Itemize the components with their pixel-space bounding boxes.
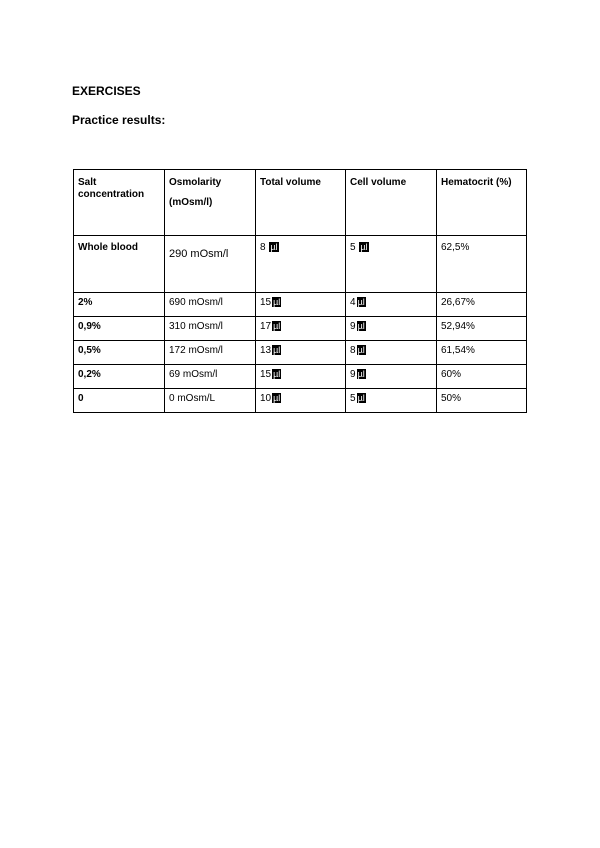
cell-total-volume	[256, 365, 346, 389]
cell-salt: 0,5%	[74, 341, 165, 365]
microliter-unit: µl	[270, 242, 278, 253]
cell-volume-value: 5	[350, 242, 359, 253]
cell-hematocrit: 50%	[437, 389, 527, 413]
cell-cell-volume	[346, 317, 437, 341]
cell-volume-value: 8	[350, 345, 356, 356]
microliter-unit: µl	[273, 297, 281, 308]
total-volume-value: 13	[260, 345, 272, 356]
cell-osmolarity: 0 mOsm/L	[165, 389, 256, 413]
header-osmolarity-label: Osmolarity	[169, 177, 222, 188]
practice-results-heading: Practice results:	[72, 113, 166, 127]
cell-total-volume	[256, 317, 346, 341]
microliter-unit: µl	[360, 242, 368, 253]
microliter-unit: µl	[357, 393, 365, 404]
cell-cell-volume	[346, 389, 437, 413]
cell-total-volume	[256, 293, 346, 317]
cell-cell-volume	[346, 365, 437, 389]
microliter-unit: µl	[357, 321, 365, 332]
cell-osmolarity: 172 mOsm/l	[165, 341, 256, 365]
cell-hematocrit: 61,54%	[437, 341, 527, 365]
table-row	[74, 389, 527, 413]
cell-hematocrit: 60%	[437, 365, 527, 389]
microliter-unit: µl	[357, 369, 365, 380]
cell-hematocrit: 52,94%	[437, 317, 527, 341]
header-osmolarity	[165, 170, 256, 236]
cell-salt: 0,9%	[74, 317, 165, 341]
microliter-unit: µl	[357, 297, 365, 308]
cell-osmolarity-value: 290 mOsm/l	[169, 248, 229, 260]
microliter-unit: µl	[273, 393, 281, 404]
cell-volume-value: 9	[350, 369, 356, 380]
cell-cell-volume	[346, 341, 437, 365]
cell-total-volume	[256, 236, 346, 293]
table-row	[74, 365, 527, 389]
header-cell-volume: Cell volume	[346, 170, 437, 236]
cell-cell-volume	[346, 236, 437, 293]
cell-hematocrit: 26,67%	[437, 293, 527, 317]
cell-salt: Whole blood	[74, 236, 165, 293]
cell-osmolarity: 690 mOsm/l	[165, 293, 256, 317]
cell-osmolarity: 69 mOsm/l	[165, 365, 256, 389]
table-row-whole-blood	[74, 236, 527, 293]
microliter-unit: µl	[357, 345, 365, 356]
total-volume-value: 10	[260, 393, 272, 404]
microliter-unit: µl	[273, 321, 281, 332]
header-salt-concentration: Salt concentration	[74, 170, 165, 236]
cell-osmolarity: 310 mOsm/l	[165, 317, 256, 341]
header-osmolarity-unit: (mOsm/l)	[169, 197, 213, 208]
cell-volume-value: 5	[350, 393, 356, 404]
cell-salt: 2%	[74, 293, 165, 317]
microliter-unit: µl	[273, 369, 281, 380]
cell-osmolarity	[165, 236, 256, 293]
microliter-unit: µl	[273, 345, 281, 356]
header-total-volume: Total volume	[256, 170, 346, 236]
total-volume-value: 8	[260, 242, 269, 253]
total-volume-value: 17	[260, 321, 272, 332]
cell-total-volume	[256, 389, 346, 413]
table-row	[74, 317, 527, 341]
cell-salt: 0,2%	[74, 365, 165, 389]
cell-volume-value: 9	[350, 321, 356, 332]
total-volume-value: 15	[260, 297, 272, 308]
table-row	[74, 293, 527, 317]
cell-salt: 0	[74, 389, 165, 413]
total-volume-value: 15	[260, 369, 272, 380]
results-table	[73, 169, 527, 413]
cell-cell-volume	[346, 293, 437, 317]
table-header-row	[74, 170, 527, 236]
cell-hematocrit: 62,5%	[437, 236, 527, 293]
header-hematocrit: Hematocrit (%)	[437, 170, 527, 236]
cell-volume-value: 4	[350, 297, 356, 308]
cell-total-volume	[256, 341, 346, 365]
table-row	[74, 341, 527, 365]
exercises-heading: EXERCISES	[72, 84, 141, 98]
